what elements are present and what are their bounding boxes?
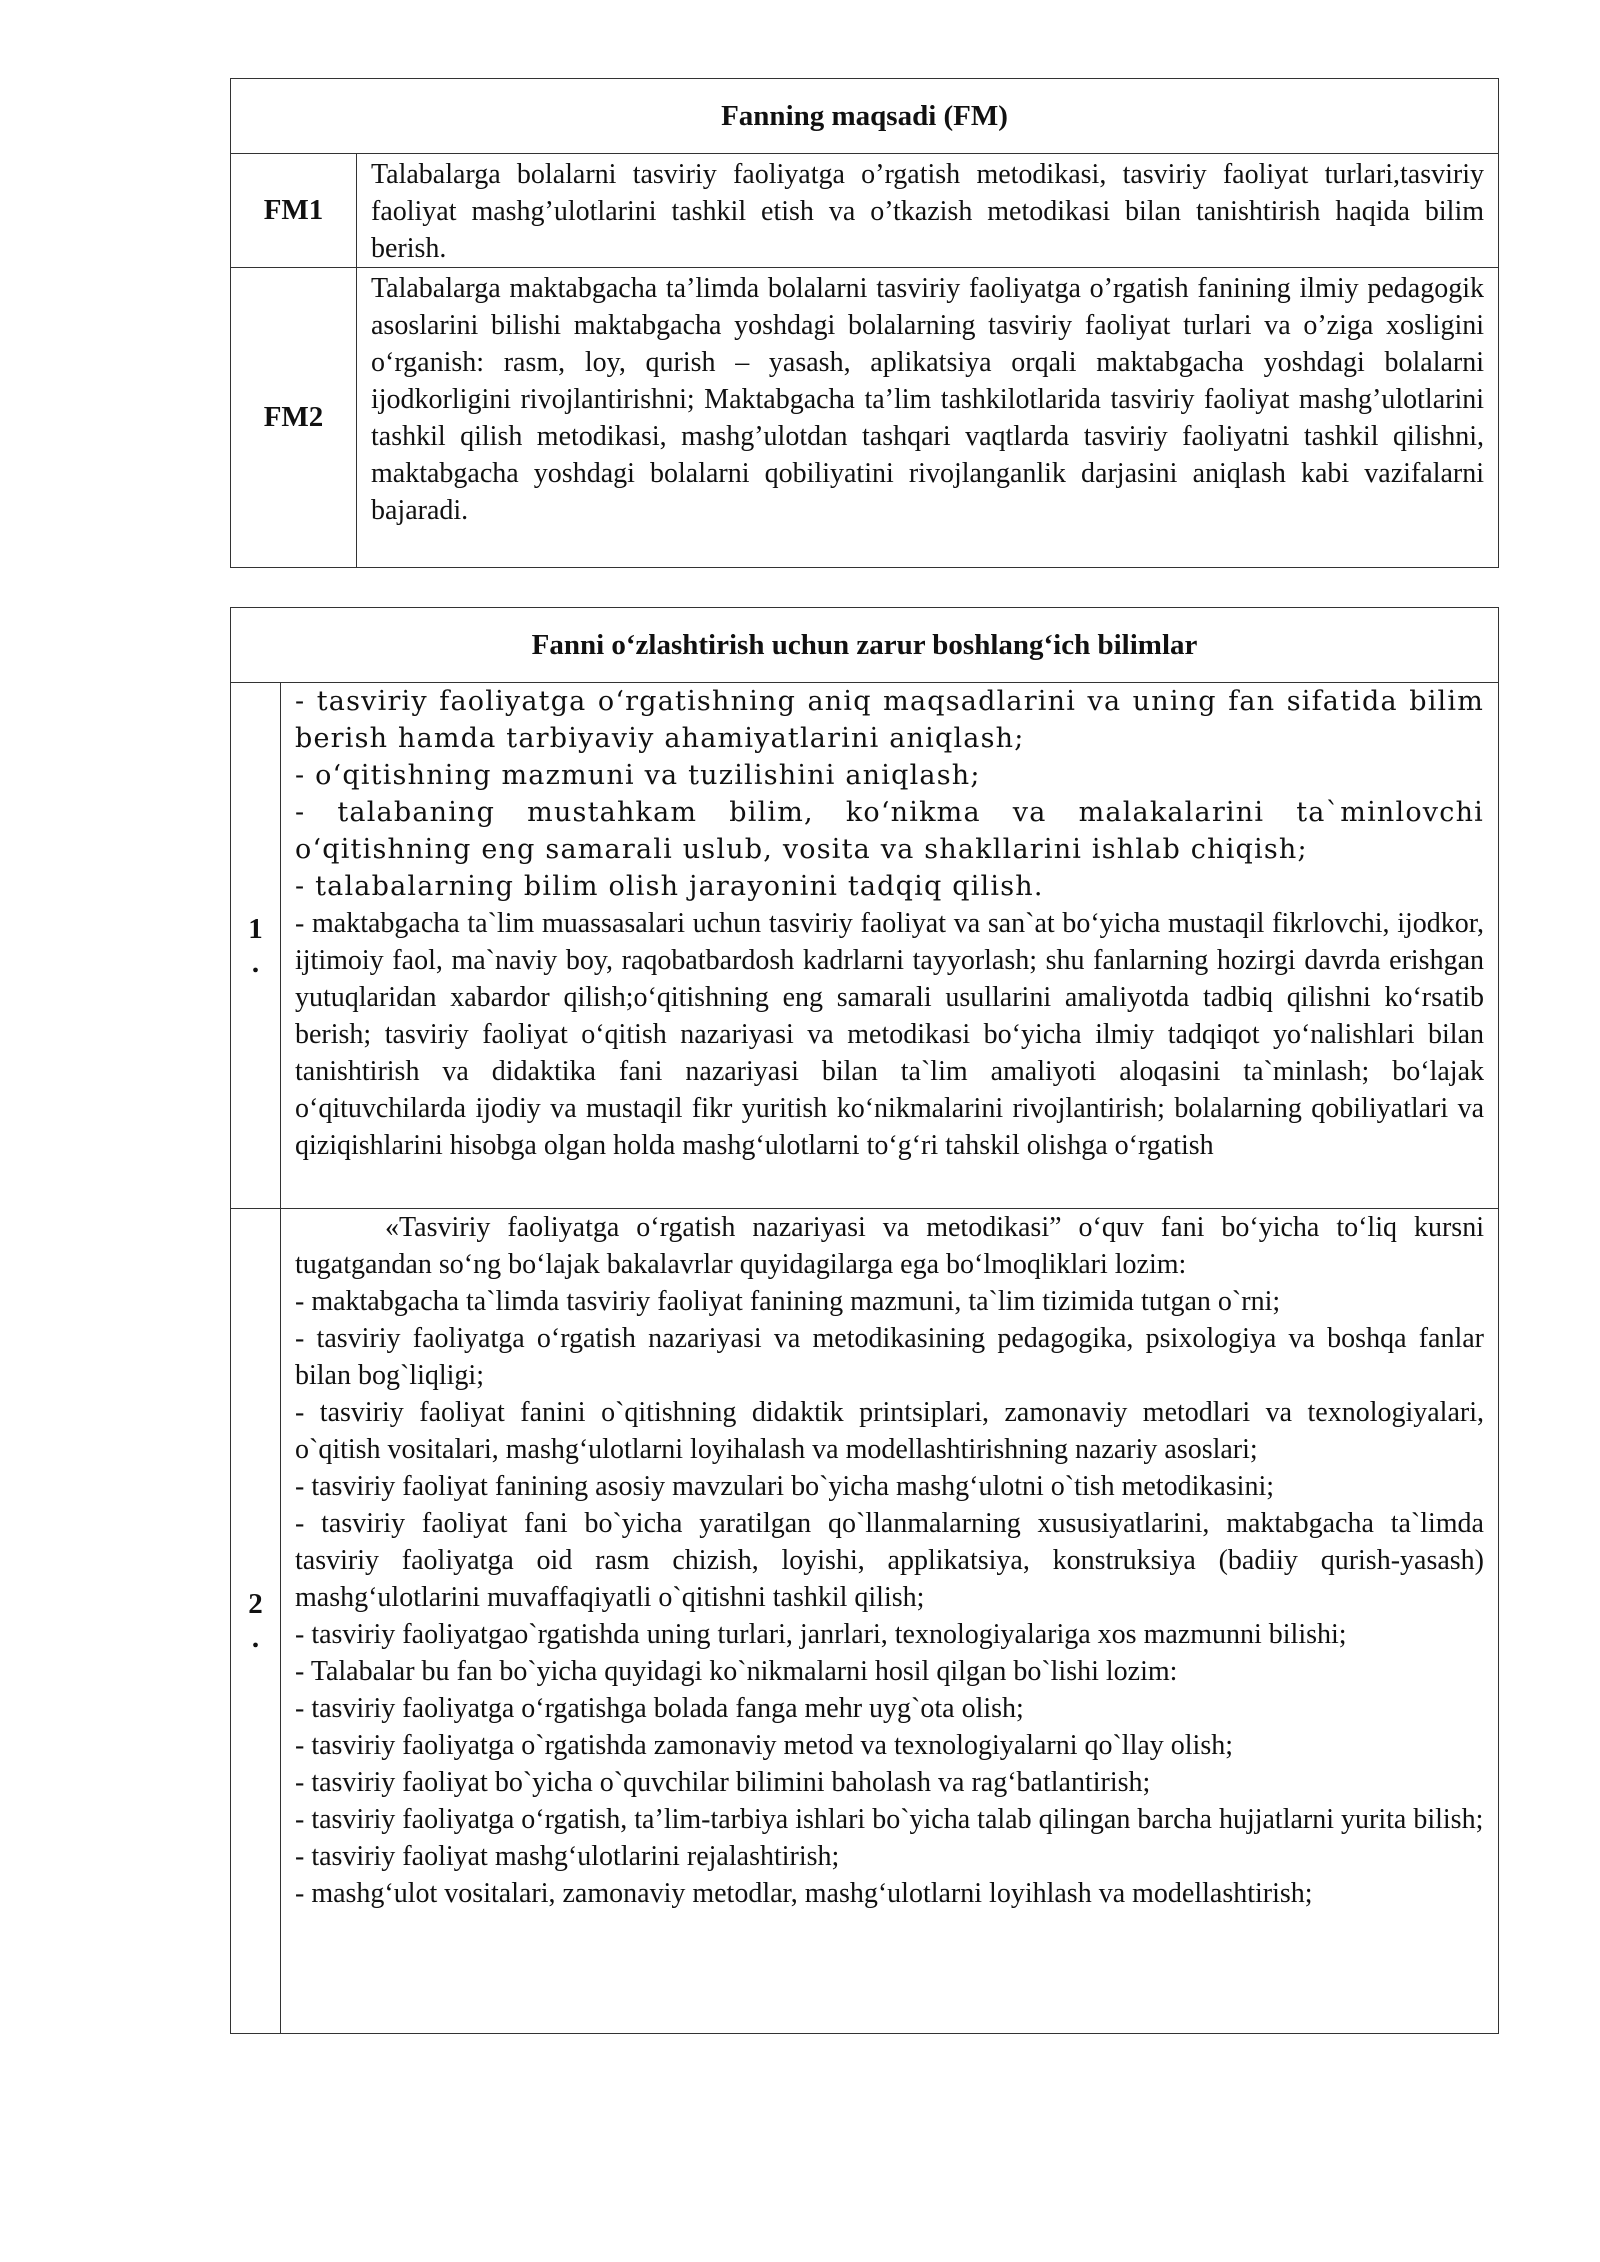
goal-paragraph-fm2: Talabalarga maktabgacha ta’limda bolalarni tasviriy faoliyatga o’rgatish fanining ilmiy pedagogik asoslarini bilishi maktabgacha yoshdagi bolalarning tasviriy faoliyat turlari va o’ziga xosligini o‘rganish: rasm, loy, qurish – yasash, aplikatsiya orqali maktabgacha yoshdagi bolalarni ijodkorligini rivojlantirishni; Maktabgacha ta’lim tashkilotlarida tasviriy faoliyat mashg’ulotlarini tashkil qilish metodikasi, mashg’ulotdan tashqari vaqtlarda tasviriy faoliyatni tashkil qilishni, maktabgacha yoshdagi bolalarni qobiliyatini rivojlanganlik darjasini aniqlash kabi vazifalarni bajaradi. xyxy=(371,273,1485,526)
prereq-line: - tasviriy faoliyatga o‘rgatishga bolada fanga mehr uyg`ota olish; xyxy=(295,1693,1024,1724)
goal-paragraph-fm1: Talabalarga bolalarni tasviriy faoliyatga o’rgatish metodikasi, tasviriy faoliyat turlari,tasviriy faoliyat mashg’ulotlarini tashkil etish va o’tkazish metodikasi bilan tanishtirish haqida bilim berish. xyxy=(371,159,1485,264)
row-number-2 xyxy=(231,1209,281,2034)
prereq-line: - tasviriy faoliyat fani bo`yicha yaratilgan qo`llanmalarning xususiyatlarini, maktabgacha ta`limda tasviriy faoliyatga oid rasm chizish, loyishi, applikatsiya, konstruksiya (badiiy qurish-yasash) mashg‘ulotlarini muvaffaqiyatli o`qitishni tashkil qilish; xyxy=(295,1508,1484,1613)
prereq-paragraph: - maktabgacha ta`lim muassasalari uchun tasviriy faoliyat va san`at bo‘yicha mustaqil fikrlovchi, ijodkor, ijtimoiy faol, ma`naviy boy, raqobatbardosh kadrlarni tayyorlash; shu fanlarning hozirgi davrda erishgan yutuqlaridan xabardor qilish;o‘qitishning eng samarali usullarini amaliyotda tadbiq qilishni ko‘rsatib berish; tasviriy faoliyat o‘qitish nazariyasi va metodikasi bo‘yicha ilmiy tadqiqot yo‘nalishlari bilan tanishtirish va didaktika fani nazariyasi bilan ta`lim amaliyoti aloqasini ta`minlash; bo‘lajak o‘qituvchilarda ijodiy va mustaqil fikr yuritish ko‘nikmalarini rivojlantirish; bolalarning qobiliyatlari va qiziqishlarini hisobga olgan holda mashg‘ulotlarni to‘g‘ri tahskil olishga o‘rgatish xyxy=(295,908,1484,1161)
prereq-line: - tasviriy faoliyat mashg‘ulotlarini rejalashtirish; xyxy=(295,1841,840,1872)
goals-table xyxy=(230,78,1499,568)
prerequisites-table xyxy=(230,607,1499,2034)
prerequisites-table-title: Fanni o‘zlashtirish uchun zarur boshlang‘ich bilimlar xyxy=(231,608,1499,683)
goals-table-header-row xyxy=(231,79,1499,154)
row-number-1-dot: . xyxy=(251,946,260,979)
goal-text-fm2 xyxy=(357,268,1499,568)
prereq-line: - talabaning mustahkam bilim, ko‘nikma va malakalarini ta`minlovchi o‘qitishning eng samarali uslub, vosita va shakllarini ishlab chiqish; xyxy=(295,797,1484,865)
prerequisites-header-row xyxy=(231,608,1499,683)
goals-row-fm1 xyxy=(231,154,1499,268)
goal-label-fm1: FM1 xyxy=(231,154,357,268)
prerequisites-row-2 xyxy=(231,1209,1499,2034)
prereq-line: - tasviriy faoliyatga o‘rgatish, ta’lim-tarbiya ishlari bo`yicha talab qilingan barcha hujjatlarni yurita bilish; xyxy=(295,1804,1484,1835)
prereq-intro: «Tasviriy faoliyatga o‘rgatish nazariyasi va metodikasi” o‘quv fani bo‘yicha to‘liq kursni tugatgandan so‘ng bo‘lajak bakalavrlar quyidagilarga ega bo‘lmoqliklari lozim: xyxy=(295,1212,1484,1280)
row-number-2-digit: 2 xyxy=(248,1588,263,1620)
goals-table-title: Fanning maqsadi (FM) xyxy=(231,79,1499,154)
prereq-line: - tasviriy faoliyatga o`rgatishda zamonaviy metod va texnologiyalarni qo`llay olish; xyxy=(295,1730,1234,1761)
prerequisites-text-2 xyxy=(281,1209,1499,2034)
prereq-line: - tasviriy faoliyat bo`yicha o`quvchilar bilimini baholash va rag‘batlantirish; xyxy=(295,1767,1151,1798)
prereq-line: - o‘qitishning mazmuni va tuzilishini aniqlash; xyxy=(295,760,981,791)
goal-text-fm1 xyxy=(357,154,1499,268)
prereq-line: - tasviriy faoliyatga o‘rgatish nazariyasi va metodikasining pedagogika, psixologiya va boshqa fanlar bilan bog`liqligi; xyxy=(295,1323,1484,1391)
row-number-2-dot: . xyxy=(251,1622,260,1654)
prereq-line: - tasviriy faoliyat fanini o`qitishning didaktik printsiplari, zamonaviy metodlari va texnologiyalari, o`qitish vositalari, mashg‘ulotlarni loyihalash va modellashtirishning nazariy asoslari; xyxy=(295,1397,1484,1465)
prereq-line: - mashg‘ulot vositalari, zamonaviy metodlar, mashg‘ulotlarni loyihlash va modellashtirish; xyxy=(295,1878,1313,1909)
prereq-line: - tasviriy faoliyatga o‘rgatishning aniq maqsadlarini va uning fan sifatida bilim berish hamda tarbiyaviy ahamiyatlarini aniqlash; xyxy=(295,686,1484,754)
prereq-line: - tasviriy faoliyatgao`rgatishda uning turlari, janrlari, texnologiyalariga xos mazmunni bilishi; xyxy=(295,1619,1347,1650)
row-number-1-digit: 1 xyxy=(248,912,263,945)
prereq-line: - maktabgacha ta`limda tasviriy faoliyat fanining mazmuni, ta`lim tizimida tutgan o`rni; xyxy=(295,1286,1281,1317)
prereq-line: - talabalarning bilim olish jarayonini tadqiq qilish. xyxy=(295,871,1044,902)
prerequisites-row-1 xyxy=(231,683,1499,1209)
prereq-line: - tasviriy faoliyat fanining asosiy mavzulari bo`yicha mashg‘ulotni o`tish metodikasini; xyxy=(295,1471,1275,1502)
prereq-line: - Talabalar bu fan bo`yicha quyidagi ko`nikmalarni hosil qilgan bo`lishi lozim: xyxy=(295,1656,1178,1687)
prerequisites-text-1 xyxy=(281,683,1499,1209)
goals-row-fm2 xyxy=(231,268,1499,568)
row-number-1 xyxy=(231,683,281,1209)
goal-label-fm2: FM2 xyxy=(231,268,357,568)
